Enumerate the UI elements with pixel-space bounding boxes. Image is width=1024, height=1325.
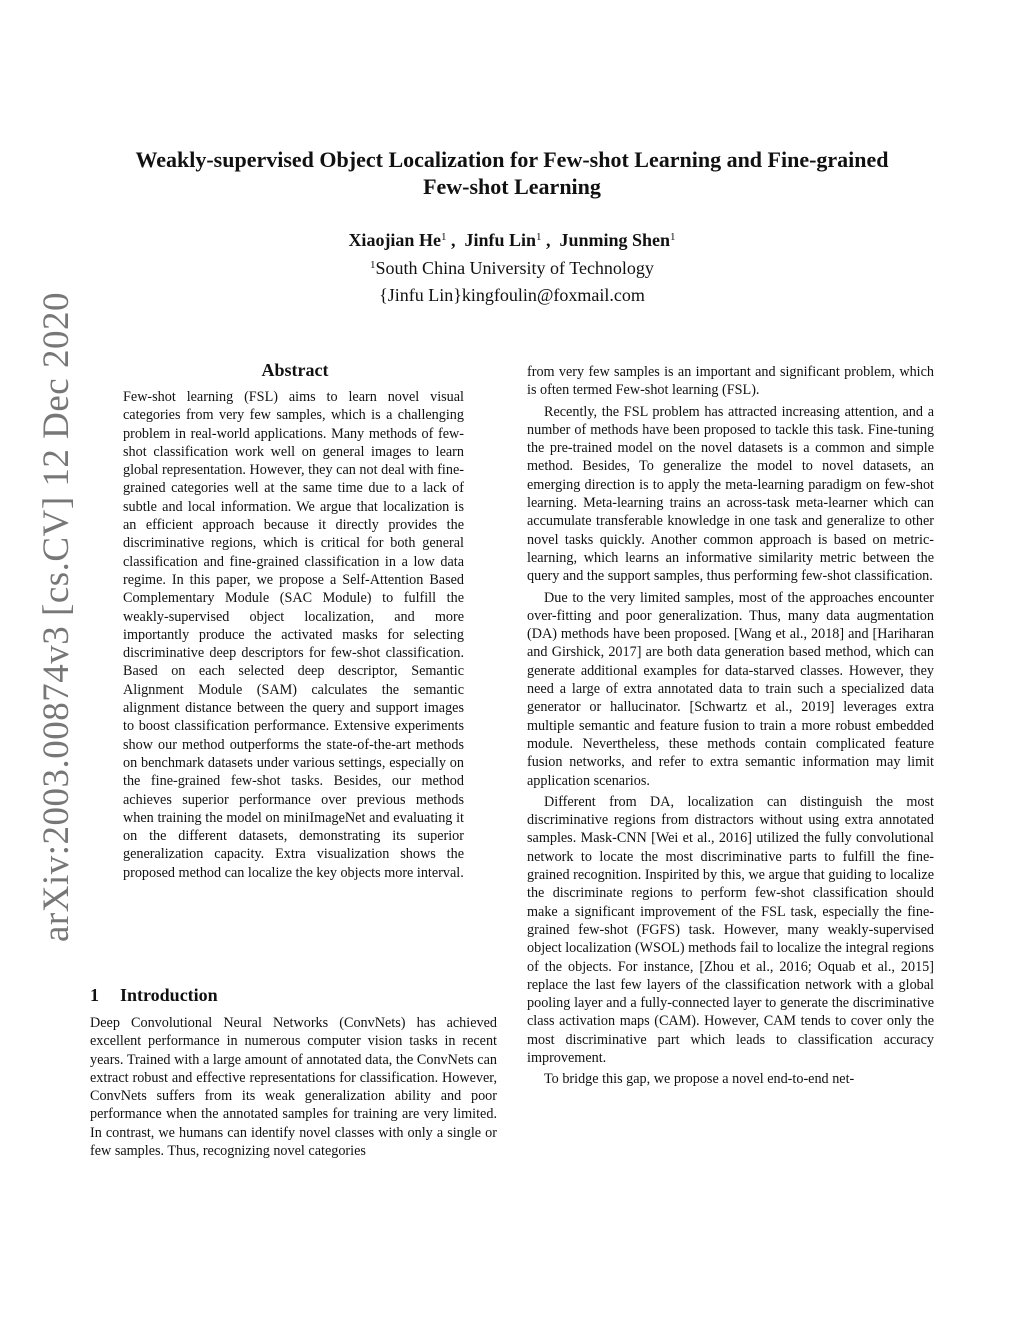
title-line-2: Few-shot Learning	[423, 174, 601, 199]
author-affil-sup: 1	[440, 231, 447, 243]
author-list: Xiaojian He$^1$ , Jinfu Lin$^1$ , Junming Shen$^1$	[348, 230, 676, 250]
arxiv-identifier: arXiv:2003.00874v3 [cs.CV] 12 Dec 2020	[36, 292, 77, 942]
affiliation-sup: 1	[370, 259, 376, 271]
paragraph: from very few samples is an important and significant problem, which is often termed Few-shot learning (FSL).	[527, 364, 934, 399]
abstract-body	[123, 388, 464, 882]
paragraph: Recently, the FSL problem has attracted increasing attention, and a number of methods have been proposed to tackle this task. Fine-tuning the pre-trained model on the novel datasets is a common and simple method. Besides, To generalize the model to novel datasets, an emerging direction is to apply the meta-learning paradigm on few-shot learning. Meta-learning trains an across-task meta-learner which can accumulate transferable knowledge in one task and generalize to other novel tasks quickly. Another common approach is based on metric-learning, which learns an informative similarity metric between the query and the support samples, thus performing few-shot classification.	[527, 403, 934, 585]
intro-left-column	[90, 1014, 497, 1160]
title-line-1: Weakly-supervised Object Localization for Few-shot Learning and Fine-grained	[135, 147, 889, 172]
paragraph: To bridge this gap, we propose a novel end-to-end net-	[544, 1071, 855, 1088]
author-name: Junming Shen	[559, 230, 671, 250]
author-affil-sup: 1	[670, 231, 676, 243]
abstract-heading: Abstract	[261, 360, 329, 380]
paper-title	[90, 146, 934, 200]
author-name: Jinfu Lin	[464, 230, 536, 250]
section-heading	[90, 985, 500, 1006]
abstract-text: Few-shot learning (FSL) aims to learn novel visual categories from very few samples, which is a challenging problem in real-world applications. Many methods of few-shot classification work well on general images to learn global representation. However, they can not deal with fine-grained categories well at the same time due to a lack of subtle and local information. We argue that localization is an efficient approach because it directly provides the discriminative regions, which is critical for both general classification and fine-grained classification in a low data regime. In this paper, we propose a Self-Attention Based Complementary Module (SAC Module) to fulfill the weakly-supervised object localization, and more importantly produce the activated masks for selecting discriminative deep descriptors for few-shot classification. Based on each selected deep descriptor, Semantic Alignment Module (SAM) calculates the semantic alignment distance between the query and support images to boost classification performance. Extensive experiments show our method outperforms the state-of-the-art methods on benchmark datasets under various settings, especially on the fine-grained few-shot tasks. Besides, our method achieves superior performance over previous methods when training the model on miniImageNet and evaluating it on the different datasets, demonstrating its superior generalization capacity. Extra visualization shows the proposed method can localize the key objects more interval.	[123, 389, 464, 881]
section-number: 1	[90, 985, 99, 1005]
contact-email: {Jinfu Lin}kingfoulin@foxmail.com	[379, 285, 645, 305]
affiliation-name: South China University of Technology	[375, 258, 654, 278]
section-title: Introduction	[120, 985, 218, 1005]
author-name: Xiaojian He	[348, 230, 441, 250]
right-column	[527, 363, 934, 1092]
paragraph: Different from DA, localization can distinguish the most discriminative regions from distractors without using extra annotated samples. Mask-CNN [Wei et al., 2016] utilized the fully convolutional network to locate the most discriminative parts to fulfill the fine-grained recognition. Inspirited by this, we argue that guiding to localize the discriminate regions to perform few-shot classification should make a significant improvement of the FSL task, especially the fine-grained few-shot (FGFS) task. However, many weakly-supervised object localization (WSOL) methods fail to localize the integral regions of the objects. For instance, [Zhou et al., 2016; Oquab et al., 2015] replace the last few layers of the classification network with a global pooling layer and a fully-connected layer to generate the discriminative class activation maps (CAM). However, CAM tends to cover only the most discriminative part which leads to classification accuracy improvement.	[527, 793, 934, 1066]
paragraph: Due to the very limited samples, most of the approaches encounter over-fitting and poor generalization. Thus, many data augmentation (DA) methods have been proposed. [Wang et al., 2018] and [Hariharan and Girshick, 2017] are both data generation based method, which can generate additional examples for data-starved classes. However, they need a large of extra annotated data to train such a specialized data generator or hallucinator. [Schwartz et al., 2019] leverages extra multiple semantic and feature fusion to train a more robust embedded module. Nevertheless, these methods contain complicated feature fusion networks, and refer to extra semantic information may limit application scenarios.	[527, 589, 934, 789]
author-affil-sup: 1	[535, 231, 542, 243]
affiliation	[90, 258, 934, 279]
intro-paragraph: Deep Convolutional Neural Networks (ConvNets) has achieved excellent performance in numerous computer vision tasks in recent years. Trained with a large amount of annotated data, the ConvNets can extract robust and effective representations for classification. However, ConvNets suffers from its weak generalization ability and poor performance when the annotated samples for training are very limited. In contrast, we humans can identify novel classes with only a single or few samples. Thus, recognizing novel categories	[90, 1015, 497, 1160]
